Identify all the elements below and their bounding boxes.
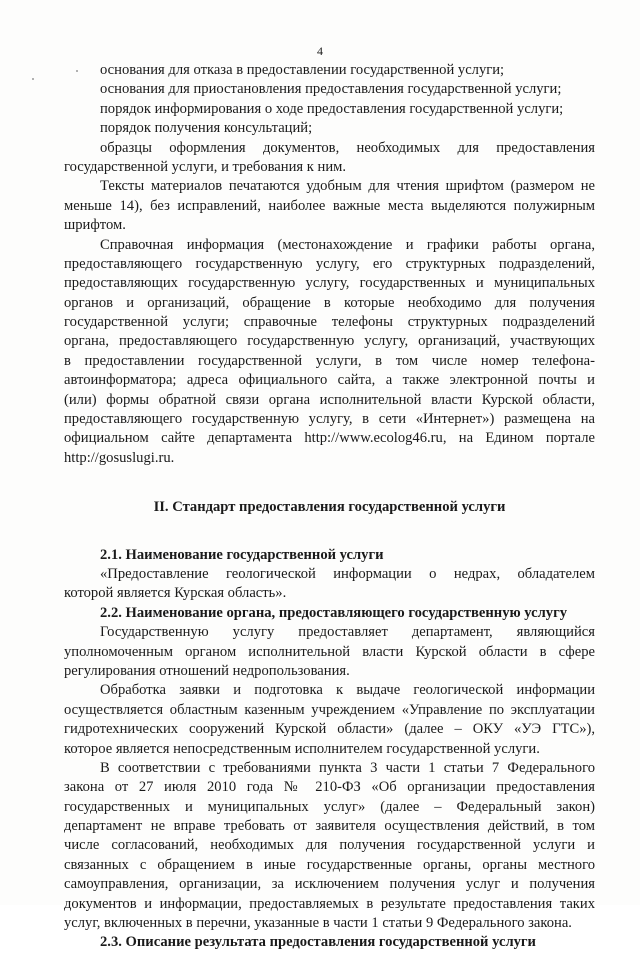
paragraph-line: http://gosuslugi.ru.	[64, 449, 175, 466]
paragraph-line: документов и информации, предоставляемых в результате предоставления таких	[64, 895, 595, 912]
paragraph-line: которой является Курская область».	[64, 585, 287, 602]
section-heading: II. Стандарт предоставления государственной услуги	[153, 499, 506, 516]
paragraph-line: (или) формы обратной связи органа исполнительной власти Курской области,	[64, 391, 595, 408]
document-body	[64, 61, 595, 953]
paragraph-line: Тексты материалов печатаются удобным для чтения шрифтом (размером не	[100, 178, 595, 195]
paragraph-line: государственной услуги; справочные телефоны структурных подразделений	[64, 314, 595, 331]
paragraph-line: органа, предоставляющего государственную услугу, организаций, участвующих	[64, 333, 595, 350]
paragraph-line: образцы оформления документов, необходимых для предоставления	[100, 139, 595, 156]
subsection-heading: 2.1. Наименование государственной услуги	[100, 546, 384, 563]
list-item: основания для отказа в предоставлении государственной услуги;	[100, 62, 505, 78]
paragraph-line: которое является непосредственным исполнителем государственной услуги.	[64, 740, 540, 757]
paragraph-line: Обработка заявки и подготовка к выдаче геологической информации	[100, 682, 595, 699]
paragraph-line: официальном сайте департамента http://www.ecolog46.ru, на Едином портале	[64, 430, 595, 447]
paragraph-line: регулирования отношений недропользования.	[64, 662, 350, 679]
paragraph-line: государственных и муниципальных услуг» (далее – Федеральный закон)	[64, 798, 595, 815]
paragraph-line: меньше 14), без исправлений, наиболее важные места выделяются полужирным	[64, 197, 595, 214]
paragraph-line: Государственную услугу предоставляет департамент, являющийся	[100, 624, 595, 641]
paragraph-line: автоинформатора; адреса официального сайта, а также электронной почты и	[64, 372, 595, 389]
paragraph-line: самоуправления, организации, за исключением получения услуг и получения	[64, 876, 595, 893]
scan-speck	[32, 78, 34, 80]
paragraph-line: уполномоченным органом исполнительной власти Курской области в сфере	[64, 643, 595, 660]
paragraph-line: предоставляющего государственную услугу, его структурных подразделений,	[64, 255, 595, 272]
paragraph-line: гидротехнических сооружений Курской области» (далее – ОКУ «УЭ ГТС»),	[64, 721, 595, 738]
paragraph-line: числе согласований, необходимых для получения государственной услуги и	[64, 837, 595, 854]
paragraph-line: осуществляется областным казенным учреждением «Управление по эксплуатации	[64, 701, 595, 718]
paragraph-line: Справочная информация (местонахождение и графики работы органа,	[100, 236, 595, 253]
paragraph-line: закона от 27 июля 2010 года № 210-ФЗ «Об организации предоставления	[64, 779, 595, 796]
paragraph-line: предоставляющих государственную услугу, государственных и муниципальных	[64, 275, 595, 292]
paragraph-line: В соответствии с требованиями пункта 3 части 1 статьи 7 Федерального	[100, 759, 595, 776]
subsection-heading: 2.3. Описание результата предоставления государственной услуги	[100, 934, 536, 951]
paragraph-line: связанных с обращением в иные государственные органы, органы местного	[64, 856, 595, 873]
list-item: порядок получения консультаций;	[100, 120, 313, 137]
paragraph-line: услуг, включенных в перечни, указанные в части 1 статьи 9 Федерального закона.	[64, 915, 572, 932]
list-item: основания для приостановления предоставления государственной услуги;	[100, 81, 562, 98]
paragraph-line: в предоставлении государственной услуги, в том числе номер телефона-	[64, 352, 595, 369]
page-number: 4	[317, 44, 323, 58]
subsection-heading: 2.2. Наименование органа, предоставляющего государственную услугу	[100, 604, 568, 621]
paragraph-line: «Предоставление геологической информации о недрах, обладателем	[100, 566, 595, 582]
paragraph-line: департамент не вправе требовать от заявителя осуществления действий, в том	[64, 818, 595, 835]
paragraph-line: государственной услуги, и требования к ним.	[64, 158, 347, 175]
list-item: порядок информирования о ходе предоставления государственной услуги;	[100, 100, 564, 117]
paragraph-line: шрифтом.	[64, 217, 126, 234]
paragraph-line: предоставляющего государственную услугу, в сети «Интернет») размещена на	[64, 411, 595, 428]
paragraph-line: органов и организаций, обращение в которые необходимо для получения	[64, 294, 595, 311]
